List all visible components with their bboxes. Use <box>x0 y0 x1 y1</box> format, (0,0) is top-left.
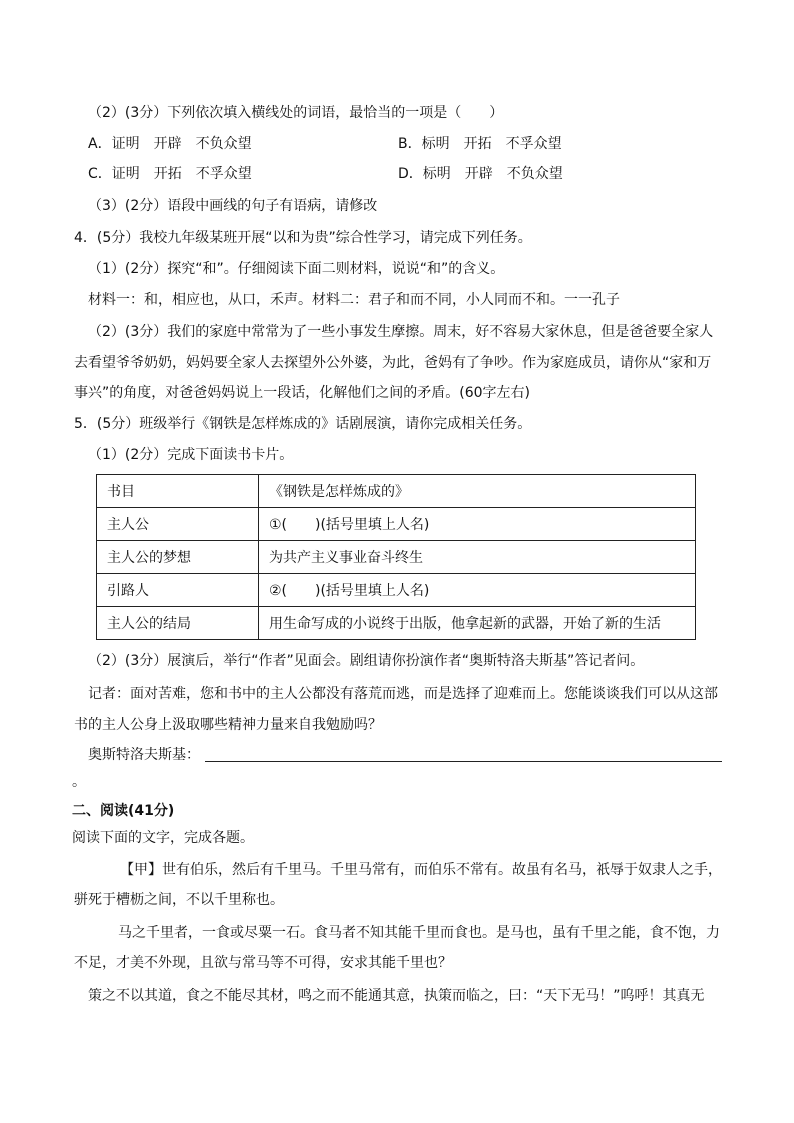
q4-sub2-line3: 事兴”的角度，对爸爸妈妈说上一段话，化解他们之间的矛盾。(60字左右) <box>74 385 530 401</box>
table-value: ②( )(括号里填上人名) <box>259 574 696 607</box>
section-two-title: 二、阅读(41分) <box>72 803 175 819</box>
reporter-question-line2: 书的主人公身上汲取哪些精神力量来自我勉励吗？ <box>74 717 382 733</box>
passage-para2-line1: 马之千里者，一食或尽粟一石。食马者不知其能千里而食也。是马也，虽有千里之能，食不饱，力 <box>118 925 720 941</box>
option-b: B．标明 开拓 不孚众望 <box>398 136 562 152</box>
table-value: 《钢铁是怎样炼成的》 <box>259 475 696 508</box>
table-key: 主人公的结局 <box>97 607 259 640</box>
table-key: 主人公 <box>97 508 259 541</box>
table-row <box>97 541 696 574</box>
table-row <box>97 607 696 640</box>
table-value: 用生命写成的小说终于出版，他拿起新的武器，开始了新的生活 <box>259 607 696 640</box>
q4-sub2-line1: （2）(3分）我们的家庭中常常为了一些小事发生摩擦。周末，好不容易大家休息，但是爸爸要全家人 <box>88 324 714 340</box>
q4-sub2-line2: 去看望爷爷奶奶，妈妈要全家人去探望外公外婆，为此，爸妈有了争吵。作为家庭成员，请你从“家和万 <box>74 355 712 371</box>
q3-sub3: （3）(2分）语段中画线的句子有语病，请修改 <box>88 198 378 214</box>
reading-card-table <box>96 474 696 640</box>
answer-label: 奥斯特洛夫斯基： <box>88 747 200 763</box>
section-two-instruction: 阅读下面的文字，完成各题。 <box>72 830 254 846</box>
passage-para1-line2: 骈死于槽枥之间，不以千里称也。 <box>74 892 284 908</box>
table-row <box>97 508 696 541</box>
q4-sub1: （1）(2分）探究“和”。仔细阅读下面二则材料，说说“和”的含义。 <box>88 261 505 277</box>
q4-material: 材料一：和，相应也，从口，禾声。材料二：君子和而不同，小人同而不和。一一孔子 <box>88 292 620 308</box>
passage-para2-line2: 不足，才美不外现，且欲与常马等不可得，安求其能千里也？ <box>74 955 452 971</box>
table-value: 为共产主义事业奋斗终生 <box>259 541 696 574</box>
option-a: A．证明 开辟 不负众望 <box>88 136 252 152</box>
passage-para3-line1: 策之不以其道，食之不能尽其材，鸣之而不能通其意，执策而临之，曰：“天下无马！”呜呼！其真无 <box>88 988 705 1004</box>
q3-sub2: （2）(3分）下列依次填入横线处的词语，最恰当的一项是（ ） <box>88 105 504 121</box>
option-c: C．证明 开拓 不孚众望 <box>88 166 252 182</box>
answer-blank-line <box>205 761 722 762</box>
answer-period: 。 <box>72 774 86 790</box>
table-value: ①( )(括号里填上人名) <box>259 508 696 541</box>
q5-title: 5．(5分）班级举行《钢铁是怎样炼成的》话剧展演，请你完成相关任务。 <box>74 416 532 432</box>
q5-sub1: （1）(2分）完成下面读书卡片。 <box>88 447 294 463</box>
option-d: D．标明 开辟 不负众望 <box>398 166 563 182</box>
q4-title: 4．(5分）我校九年级某班开展“以和为贵”综合性学习，请完成下列任务。 <box>74 230 532 246</box>
table-key: 书目 <box>97 475 259 508</box>
reporter-question-line1: 记者：面对苦难，您和书中的主人公都没有落荒而逃，而是选择了迎难而上。您能谈谈我们可以从这部 <box>88 686 718 702</box>
q5-sub2: （2）(3分）展演后，举行“作者”见面会。剧组请你扮演作者“奥斯特洛夫斯基”答记者问。 <box>88 653 645 669</box>
passage-para1-line1: 【甲】世有伯乐，然后有千里马。千里马常有，而伯乐不常有。故虽有名马，祇辱于奴隶人之手， <box>120 862 722 878</box>
table-row <box>97 475 696 508</box>
table-key: 引路人 <box>97 574 259 607</box>
table-key: 主人公的梦想 <box>97 541 259 574</box>
table-row <box>97 574 696 607</box>
